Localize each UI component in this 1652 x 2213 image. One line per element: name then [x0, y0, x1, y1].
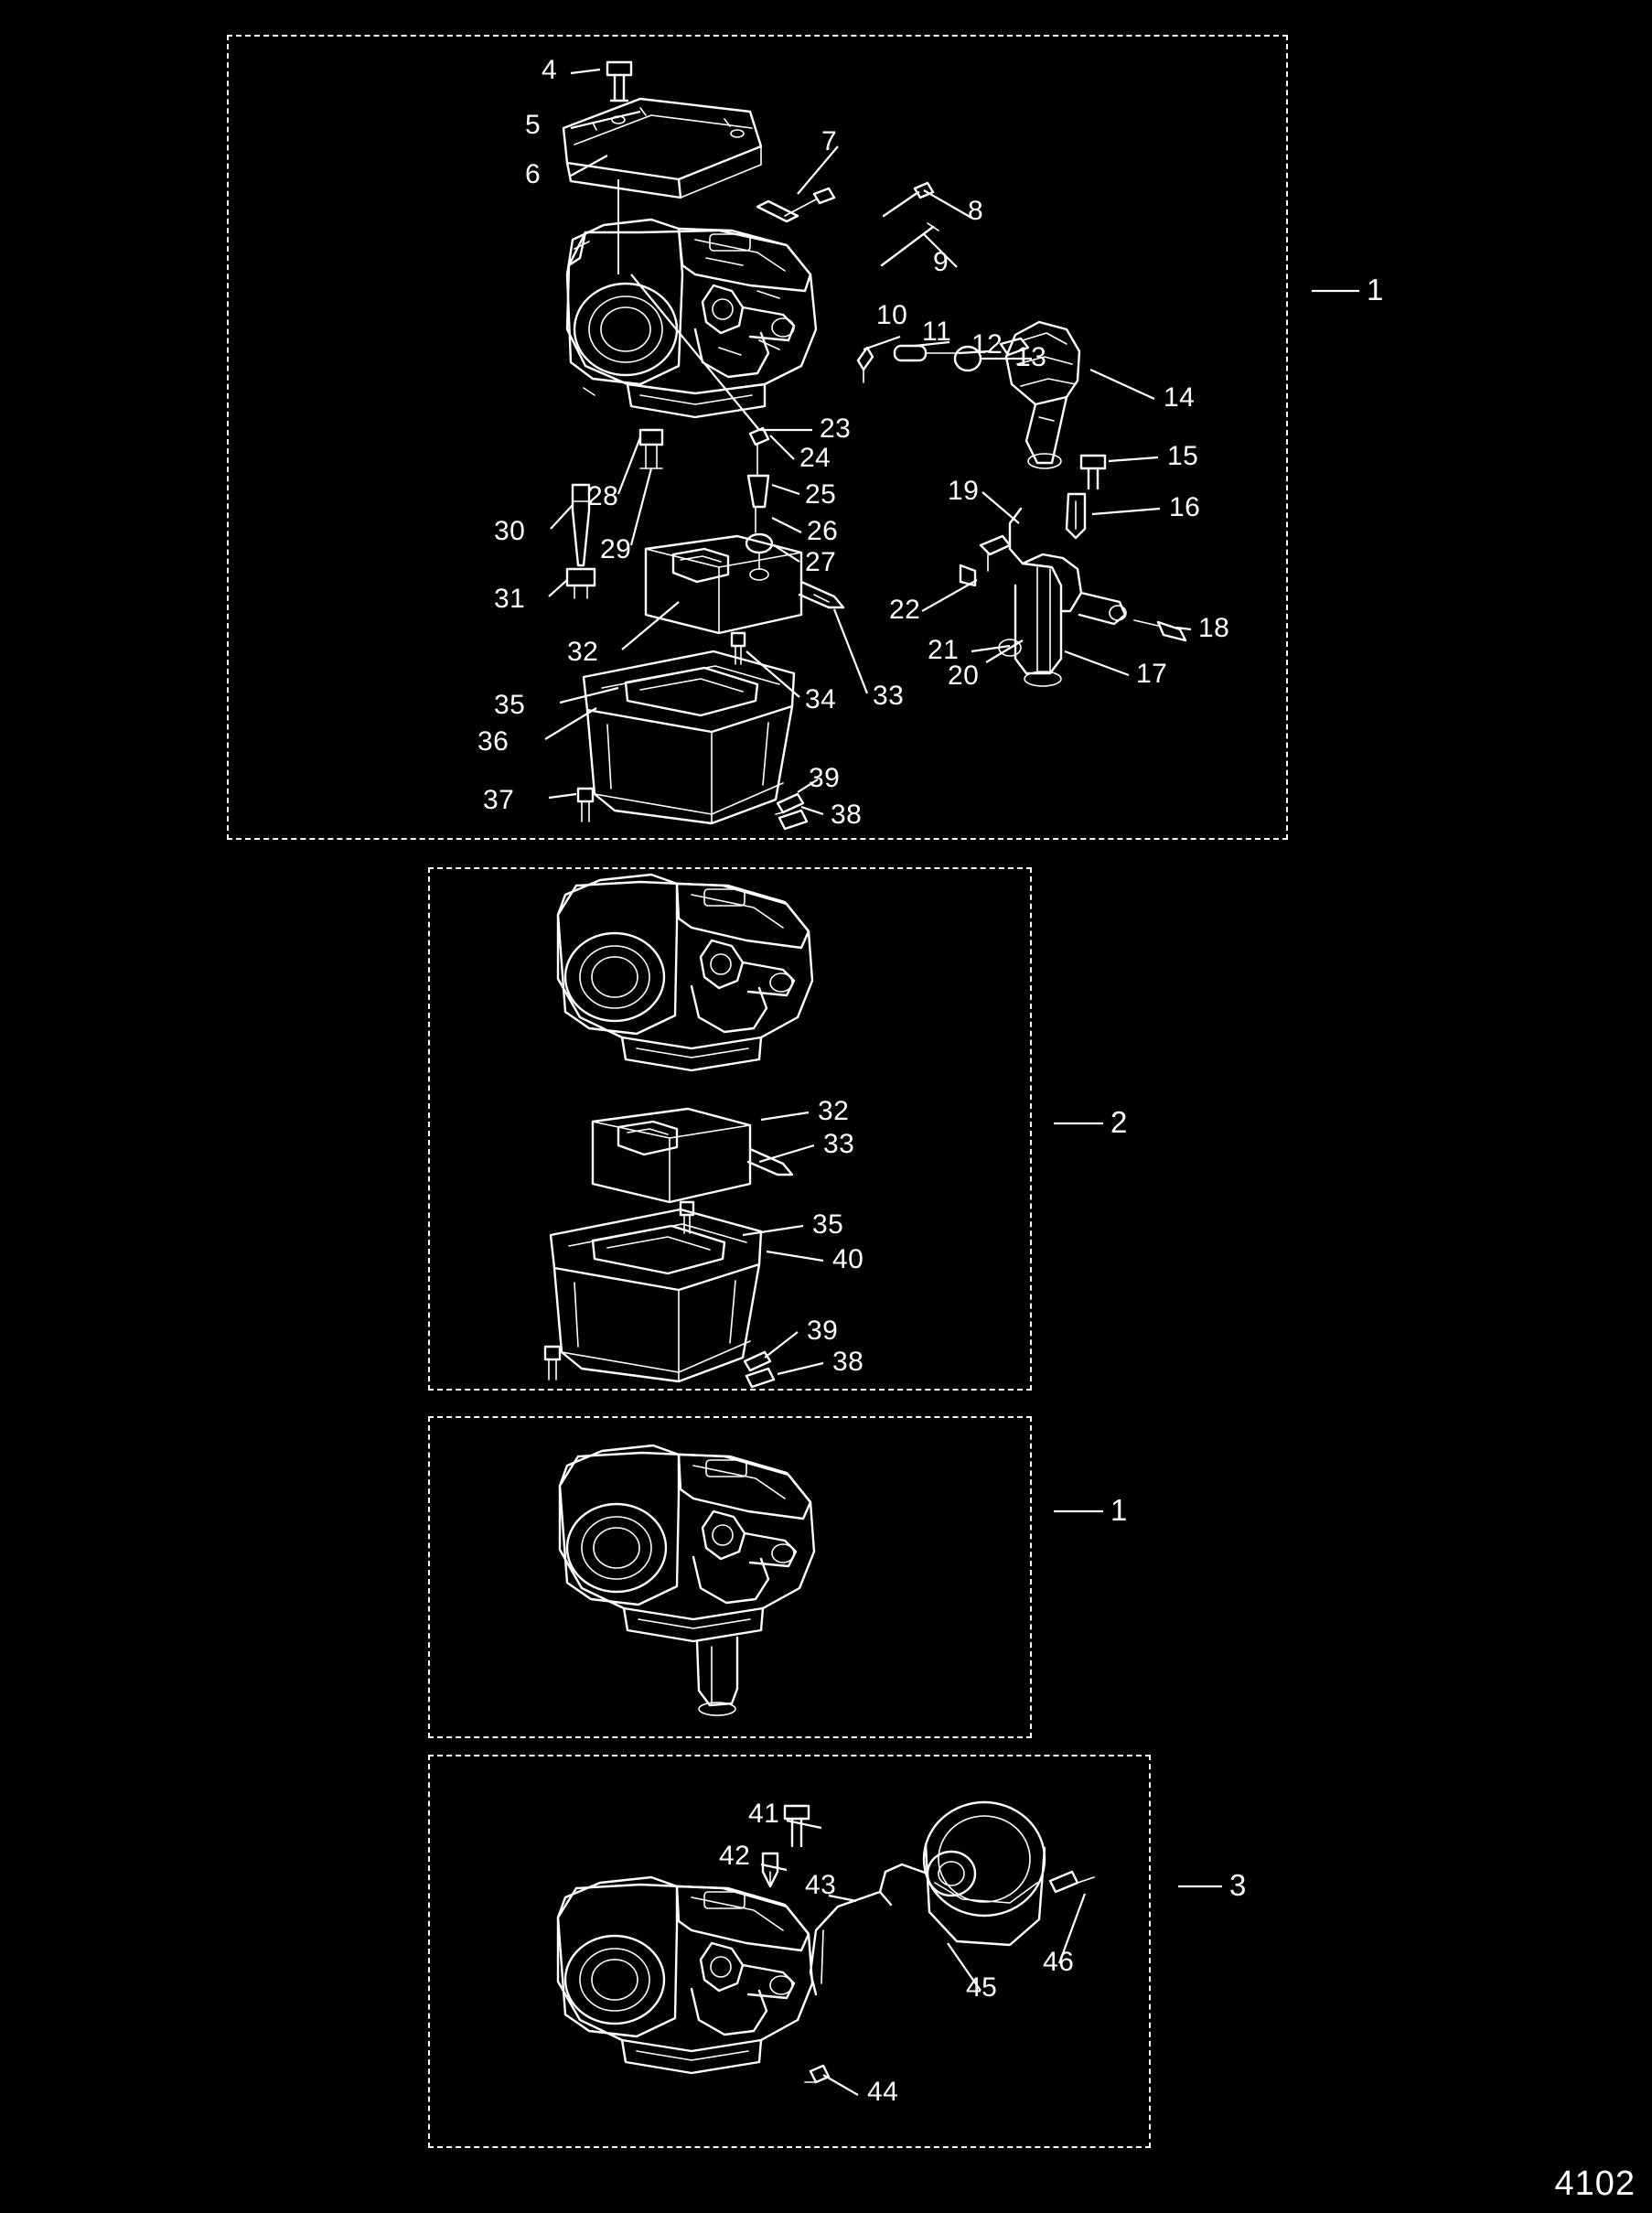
assembly-label-2: 2 — [1110, 1105, 1128, 1139]
callout-26: 26 — [807, 516, 839, 546]
panel4-callout-46: 46 — [1043, 1947, 1075, 1977]
panel4-callout-44: 44 — [867, 2077, 899, 2107]
callout-18: 18 — [1198, 613, 1230, 643]
callout-31: 31 — [494, 584, 526, 614]
panel-1-border — [227, 35, 1288, 840]
callout-21: 21 — [928, 635, 960, 665]
callout-9: 9 — [933, 247, 949, 277]
panel4-callout-41: 41 — [748, 1799, 780, 1829]
panel4-callout-43: 43 — [805, 1870, 837, 1900]
callout-10: 10 — [876, 300, 908, 330]
callout-22: 22 — [889, 595, 921, 625]
callout-28: 28 — [587, 481, 619, 511]
callout-17: 17 — [1136, 659, 1168, 689]
callout-6: 6 — [525, 159, 542, 189]
panel2-callout-40: 40 — [832, 1244, 864, 1274]
assembly-label-1-top: 1 — [1367, 273, 1384, 306]
callout-39: 39 — [809, 763, 841, 793]
panel4-callout-45: 45 — [966, 1972, 998, 2003]
panel2-callout-38: 38 — [832, 1347, 864, 1377]
panel-3-border — [428, 1416, 1032, 1738]
callout-19: 19 — [948, 476, 980, 506]
callout-24: 24 — [799, 443, 831, 473]
panel4-callout-42: 42 — [719, 1841, 751, 1871]
panel2-callout-35: 35 — [812, 1209, 844, 1240]
callout-33: 33 — [873, 681, 905, 711]
assembly-label-1-mid: 1 — [1110, 1493, 1128, 1527]
callout-32: 32 — [567, 637, 599, 667]
callout-35: 35 — [494, 690, 526, 720]
callout-30: 30 — [494, 516, 526, 546]
callout-15: 15 — [1167, 441, 1199, 471]
callout-12: 12 — [971, 329, 1003, 360]
callout-8: 8 — [968, 196, 984, 226]
callout-38: 38 — [831, 800, 863, 830]
callout-16: 16 — [1169, 492, 1201, 522]
panel2-callout-39: 39 — [807, 1316, 839, 1346]
panel2-callout-33: 33 — [823, 1129, 855, 1159]
callout-27: 27 — [805, 547, 837, 577]
callout-29: 29 — [600, 534, 632, 564]
callout-23: 23 — [820, 414, 852, 444]
callout-37: 37 — [483, 785, 515, 815]
callout-4: 4 — [542, 55, 558, 85]
callout-20: 20 — [948, 661, 980, 691]
callout-11: 11 — [922, 317, 952, 347]
callout-25: 25 — [805, 479, 837, 510]
sheet-code: 4102 — [1554, 2165, 1636, 2203]
callout-36: 36 — [477, 726, 510, 757]
callout-34: 34 — [805, 684, 837, 714]
panel-2-border — [428, 867, 1032, 1391]
panel2-callout-32: 32 — [818, 1096, 850, 1126]
assembly-label-3: 3 — [1229, 1868, 1247, 1902]
callout-7: 7 — [821, 126, 838, 156]
callout-13: 13 — [1015, 342, 1047, 372]
callout-14: 14 — [1164, 382, 1196, 413]
callout-5: 5 — [525, 110, 542, 140]
